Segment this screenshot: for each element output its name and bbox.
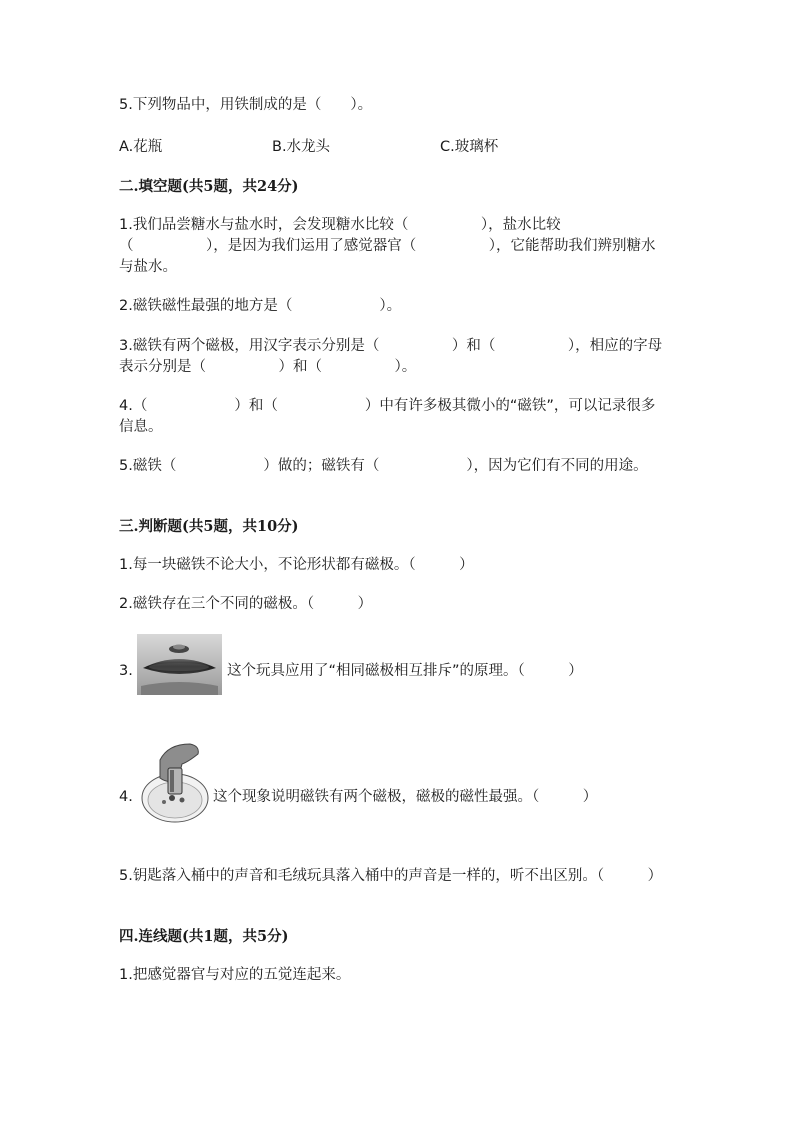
section-heading-matching: 四.连线题(共1题，共5分)	[119, 928, 289, 945]
matching-question-1: 1.把感觉器官与对应的五觉连起来。	[119, 967, 351, 983]
judge-question-5: 5.钥匙落入桶中的声音和毛绒玩具落入桶中的声音是一样的，听不出区别。（ ）	[119, 868, 663, 884]
judge-question-3-text: 这个玩具应用了“相同磁极相互排斥”的原理。（ ）	[227, 663, 583, 679]
question-5-stem: 5.下列物品中，用铁制成的是（ ）。	[119, 97, 373, 113]
fill-question-1: 1.我们品尝糖水与盐水时，会发现糖水比较（ ），盐水比较（ ），是因为我们运用了感觉器官（ ），它能帮助我们辨别糖水与盐水。	[119, 217, 656, 275]
option-b: B.水龙头	[272, 139, 331, 155]
judge-question-1: 1.每一块磁铁不论大小，不论形状都有磁极。（ ）	[119, 557, 474, 573]
fill-question-4: 4.（ ）和（ ）中有许多极其微小的“磁铁”，可以记录很多信息。	[119, 398, 656, 435]
judge-question-4-number: 4.	[119, 789, 133, 805]
judge-question-2: 2.磁铁存在三个不同的磁极。（ ）	[119, 596, 373, 612]
fill-question-2: 2.磁铁磁性最强的地方是（ ）。	[119, 298, 402, 314]
judge-question-3-number: 3.	[119, 663, 133, 679]
section-heading-true-false: 三.判断题(共5题，共10分)	[119, 518, 299, 535]
fill-question-5: 5.磁铁（ ）做的；磁铁有（ ），因为它们有不同的用途。	[119, 458, 648, 474]
levitating-top-image	[137, 634, 222, 695]
option-c: C.玻璃杯	[440, 139, 499, 155]
option-a: A.花瓶	[119, 139, 163, 155]
section-heading-fill-in: 二.填空题(共5题，共24分)	[119, 178, 299, 195]
judge-question-4-text: 这个现象说明磁铁有两个磁极，磁极的磁性最强。（ ）	[213, 789, 598, 805]
fill-question-3: 3.磁铁有两个磁极，用汉字表示分别是（ ）和（ ），相应的字母表示分别是（ ）和（ ）。	[119, 338, 663, 375]
magnet-pins-image	[138, 740, 212, 825]
